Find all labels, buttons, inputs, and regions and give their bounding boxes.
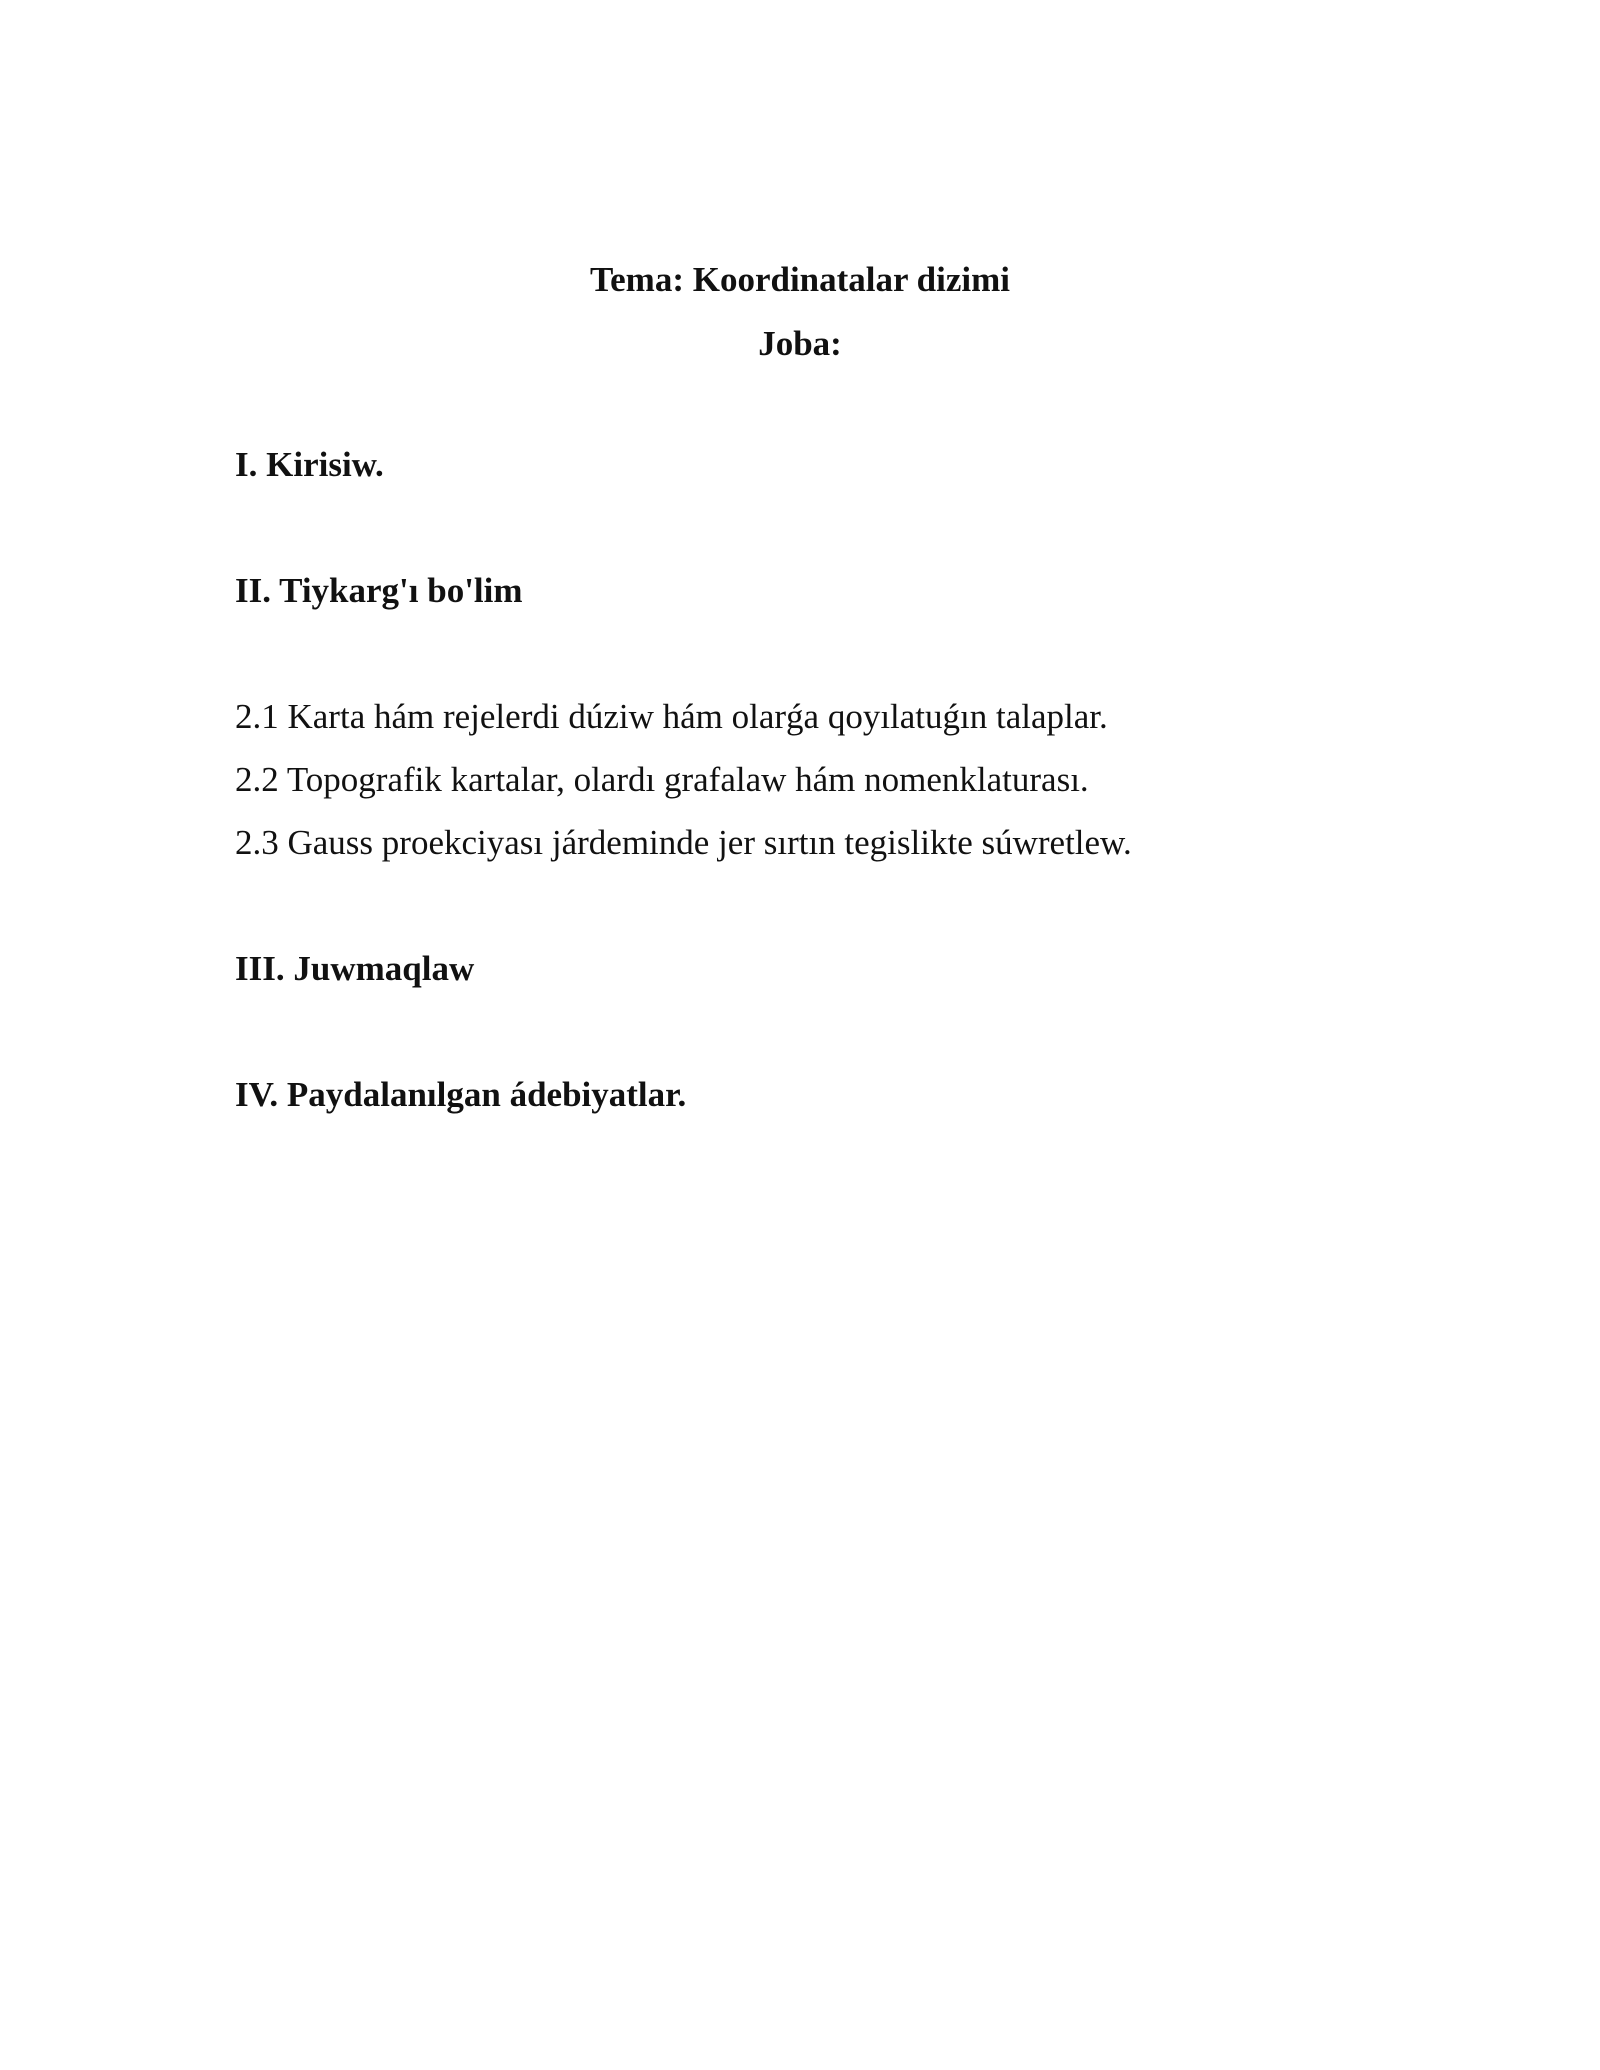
spacer — [235, 994, 1435, 1070]
section-main-part: II. Tiykarg'ı bo'lim — [235, 571, 523, 610]
subsection-2-2: 2.2 Topografik kartalar, olardı grafalaw hám nomenklaturası. — [235, 760, 1089, 799]
table-of-contents — [235, 440, 1435, 1120]
section-conclusion: III. Juwmaqlaw — [235, 949, 475, 988]
plan-heading: Joba: — [758, 324, 842, 363]
document-title: Tema: Koordinatalar dizimi — [590, 260, 1010, 299]
subsection-2-1: 2.1 Karta hám rejelerdi dúziw hám olarǵa qoyılatuǵın talaplar. — [235, 697, 1108, 736]
section-references: IV. Paydalanılgan ádebiyatlar. — [235, 1075, 687, 1114]
spacer — [235, 490, 1435, 566]
subsection-2-3: 2.3 Gauss proekciyası járdeminde jer sırtın tegislikte súwretlew. — [235, 823, 1132, 862]
spacer — [235, 805, 1435, 818]
section-introduction: I. Kirisiw. — [235, 445, 384, 484]
spacer — [235, 868, 1435, 944]
spacer — [235, 616, 1435, 692]
title-block — [0, 248, 1600, 376]
spacer — [235, 742, 1435, 755]
